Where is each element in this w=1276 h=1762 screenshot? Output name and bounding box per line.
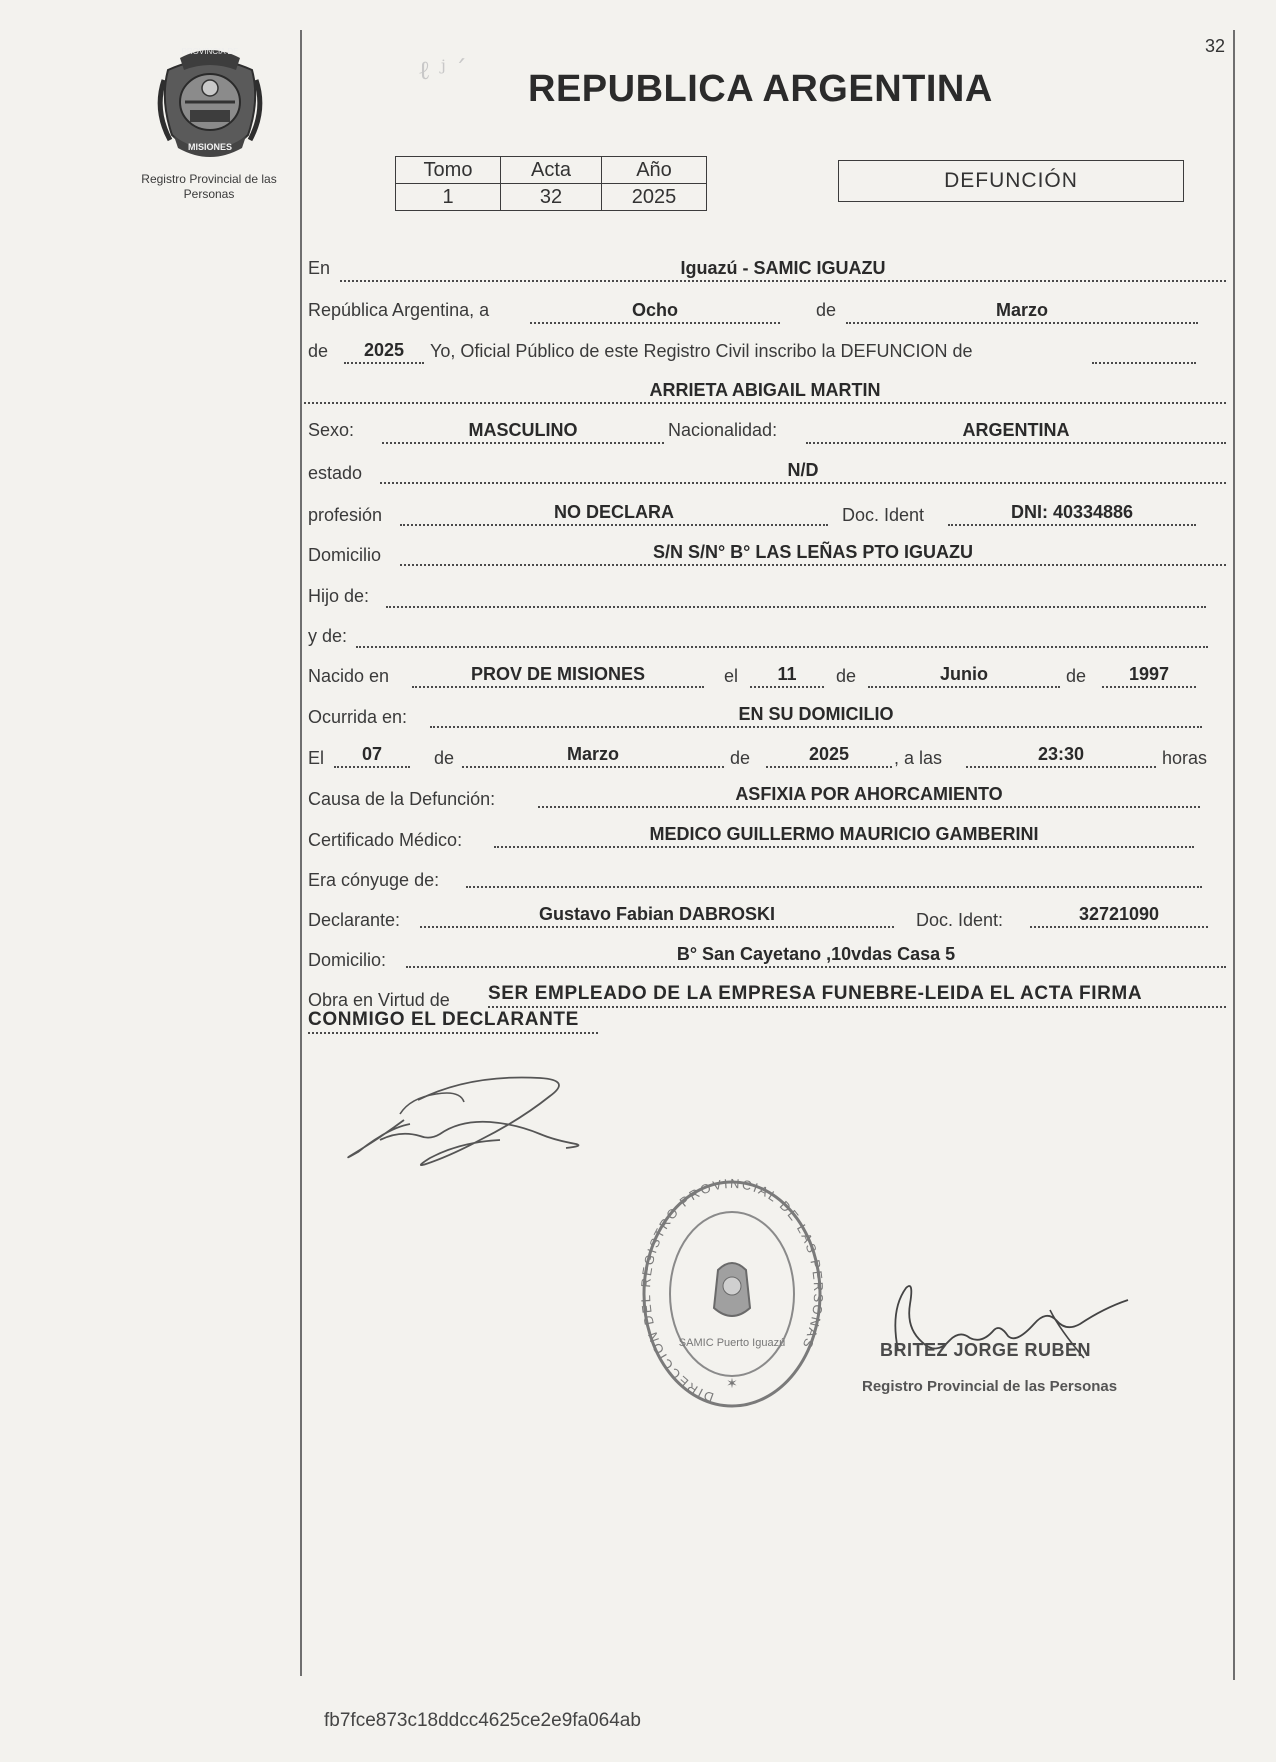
domicilio2-field: B° San Cayetano ,10vdas Casa 5	[406, 942, 1226, 968]
nacionalidad-label: Nacionalidad:	[668, 420, 778, 440]
birth-year-field: 1997	[1102, 662, 1196, 688]
sexo-field: MASCULINO	[382, 418, 664, 444]
obra-label: Obra en Virtud de	[308, 990, 450, 1010]
record-id-table	[395, 156, 707, 211]
stamp-ring-text: DIRECCION DEL REGISTRO PROVINCIAL DE LAS PERSONAS	[637, 1175, 827, 1406]
certificado-field: MEDICO GUILLERMO MAURICIO GAMBERINI	[494, 822, 1194, 848]
causa-label: Causa de la Defunción:	[308, 789, 496, 809]
conyuge-label: Era cónyuge de:	[308, 870, 440, 890]
yde-label: y de:	[308, 626, 348, 646]
nacionalidad-field: ARGENTINA	[806, 418, 1226, 444]
alas-label: , a las	[894, 748, 943, 768]
declarante-label: Declarante:	[308, 910, 401, 930]
officer-title: Registro Provincial de las Personas	[862, 1378, 1118, 1395]
birth-month-field: Junio	[868, 662, 1060, 688]
svg-text:✶: ✶	[726, 1375, 738, 1391]
death-day-field: 07	[334, 742, 410, 768]
nacido-label: Nacido en	[308, 666, 390, 686]
year-field: 2025	[344, 338, 424, 364]
de-label-4: de	[1066, 666, 1087, 686]
declarante-field: Gustavo Fabian DABROSKI	[420, 902, 894, 928]
official-stamp	[637, 1175, 827, 1414]
profesion-label: profesión	[308, 505, 383, 525]
tomo-header: Tomo	[396, 157, 501, 184]
anio-value: 2025	[602, 184, 707, 211]
doc-ident2-label: Doc. Ident:	[916, 910, 1004, 930]
pen-mark: ℓ ʲ ´	[418, 56, 467, 86]
de-label-1: de	[816, 300, 837, 320]
month-field: Marzo	[846, 298, 1198, 324]
place-field: Iguazú - SAMIC IGUAZU	[340, 256, 1226, 282]
domicilio-label: Domicilio	[308, 545, 382, 565]
death-month-field: Marzo	[462, 742, 724, 768]
obra-line-2: CONMIGO EL DECLARANTE	[308, 1008, 598, 1034]
emblem-top-text: PROVINCIA DE	[181, 47, 239, 56]
profesion-field: NO DECLARA	[400, 500, 828, 526]
de-label-2: de	[308, 341, 329, 361]
record-type-box: DEFUNCIÓN	[838, 160, 1184, 202]
doc-ident-field: DNI: 40334886	[948, 500, 1196, 526]
birth-day-field: 11	[750, 662, 824, 688]
de-label-5: de	[434, 748, 455, 768]
de-label-3: de	[836, 666, 857, 686]
doc-ident2-field: 32721090	[1030, 902, 1208, 928]
de-label-6: de	[730, 748, 751, 768]
domicilio2-label: Domicilio:	[308, 950, 387, 970]
domicilio-field: S/N S/N° B° LAS LEÑAS PTO IGUAZU	[400, 540, 1226, 566]
province-emblem	[150, 40, 270, 158]
acta-header: Acta	[501, 157, 602, 184]
death-year-field: 2025	[766, 742, 892, 768]
yo-text: Yo, Oficial Público de este Registro Civil inscribo la DEFUNCION de	[430, 341, 973, 361]
ocurrida-field: EN SU DOMICILIO	[430, 702, 1202, 728]
republica-label: República Argentina, a	[308, 300, 490, 320]
emblem-bottom-text: MISIONES	[187, 142, 233, 152]
estado-label: estado	[308, 463, 363, 483]
day-text-field: Ocho	[530, 298, 780, 324]
acta-value: 32	[501, 184, 602, 211]
ocurrida-label: Ocurrida en:	[308, 707, 408, 727]
country-heading: REPUBLICA ARGENTINA	[528, 68, 993, 110]
de-blank	[1092, 338, 1196, 364]
sexo-label: Sexo:	[308, 420, 355, 440]
officer-name: BRITEZ JORGE RUBEN	[880, 1340, 1092, 1360]
en-label: En	[308, 258, 331, 278]
hijo-field	[386, 582, 1206, 608]
tomo-value: 1	[396, 184, 501, 211]
death-time-field: 23:30	[966, 742, 1156, 768]
causa-field: ASFIXIA POR AHORCAMIENTO	[538, 782, 1200, 808]
doc-ident-label: Doc. Ident	[842, 505, 925, 525]
estado-field: N/D	[380, 458, 1226, 484]
deceased-name-field: ARRIETA ABIGAIL MARTIN	[304, 378, 1226, 404]
nacido-field: PROV DE MISIONES	[412, 662, 704, 688]
right-margin-line	[1233, 30, 1235, 1680]
conyuge-field	[466, 862, 1202, 888]
anio-header: Año	[602, 157, 707, 184]
certificado-label: Certificado Médico:	[308, 830, 463, 850]
declarant-signature	[340, 1060, 600, 1180]
el-label: el	[724, 666, 739, 686]
horas-label: horas	[1162, 748, 1208, 768]
el2-label: El	[308, 748, 325, 768]
registry-name: Registro Provincial de las Personas	[141, 172, 277, 201]
obra-line-1: SER EMPLEADO DE LA EMPRESA FUNEBRE-LEIDA EL ACTA FIRMA	[488, 982, 1226, 1008]
yde-field	[356, 622, 1208, 648]
left-margin-line	[300, 30, 302, 1676]
hijo-label: Hijo de:	[308, 586, 370, 606]
document-hash: fb7fce873c18ddcc4625ce2e9fa064ab	[324, 1710, 641, 1731]
stamp-inner-text: SAMIC Puerto Iguazú	[678, 1337, 786, 1349]
page-number: 32	[1205, 36, 1226, 56]
